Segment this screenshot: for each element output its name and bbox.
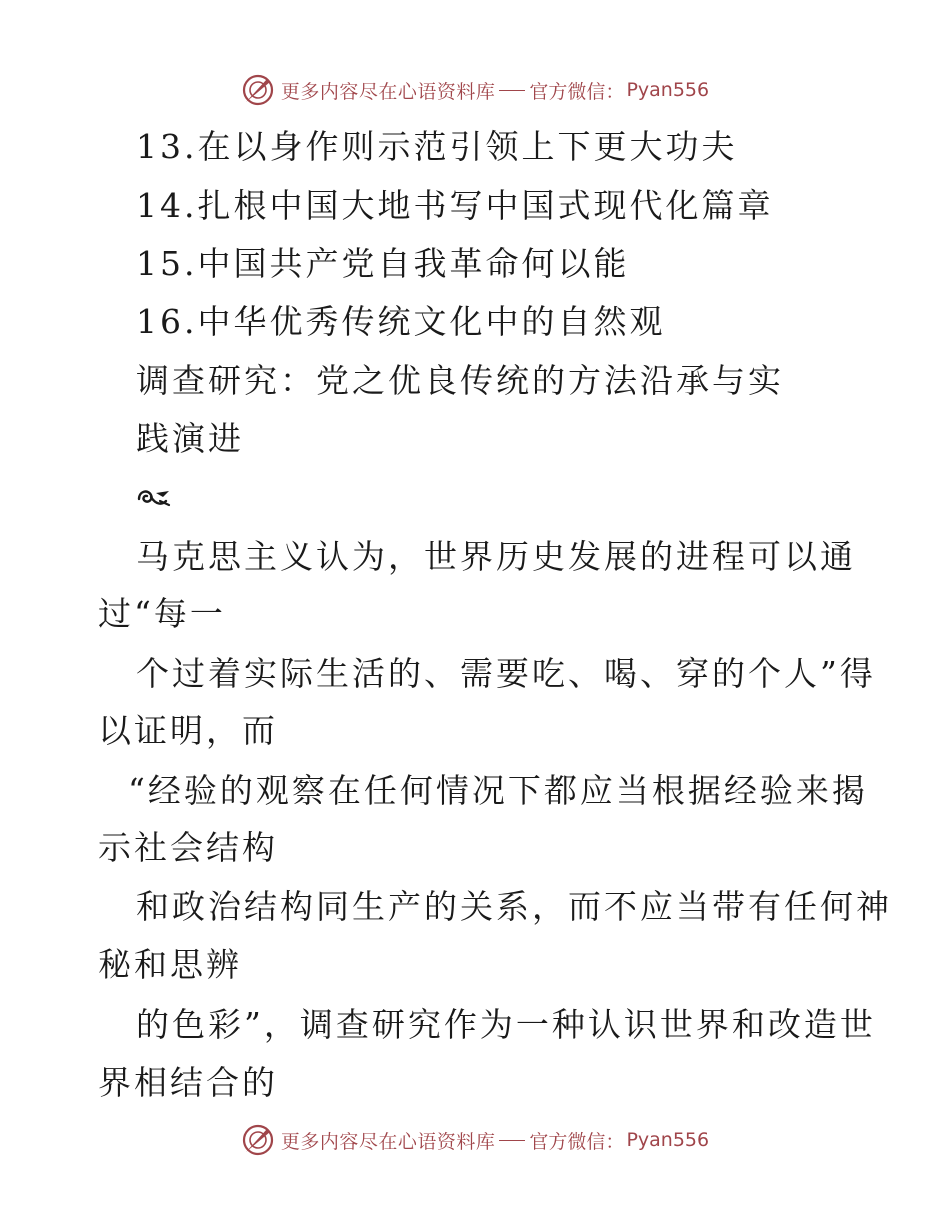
fleuron-icon bbox=[136, 485, 172, 511]
banner-wechat-label: 官方微信： bbox=[529, 80, 625, 103]
banner-site-text: 更多内容尽在心语资料库 bbox=[280, 1130, 496, 1153]
body-line: 和政治结构同生产的关系，而不应当带有任何神 bbox=[136, 887, 892, 926]
body-line: 个过着实际生活的、需要吃、喝、穿的个人”得 bbox=[136, 654, 876, 693]
body-line: 示社会结构 bbox=[98, 828, 278, 867]
toc-item-16: 16.中华优秀传统文化中的自然观 bbox=[136, 302, 666, 341]
article-title-line-2: 践演进 bbox=[136, 419, 244, 458]
body-line: 秘和思辨 bbox=[98, 945, 242, 984]
toc-item-14: 14.扎根中国大地书写中国式现代化篇章 bbox=[136, 186, 774, 225]
quill-logo-icon bbox=[241, 73, 275, 107]
banner-site-text: 更多内容尽在心语资料库 bbox=[280, 80, 496, 103]
toc-item-13: 13.在以身作则示范引领上下更大功夫 bbox=[136, 127, 738, 166]
body-line: 界相结合的 bbox=[98, 1063, 278, 1102]
body-line: 以证明，而 bbox=[98, 711, 278, 750]
footer-banner bbox=[0, 1120, 950, 1160]
article-title-line-1: 调查研究：党之优良传统的方法沿承与实 bbox=[136, 361, 784, 400]
body-line: 过“每一 bbox=[98, 594, 226, 633]
body-line: “经验的观察在任何情况下都应当根据经验来揭 bbox=[128, 771, 868, 810]
banner-dash bbox=[499, 1140, 525, 1141]
banner-wechat-label: 官方微信： bbox=[529, 1130, 625, 1153]
body-line: 的色彩”，调查研究作为一种认识世界和改造世 bbox=[136, 1005, 876, 1044]
body-line: 马克思主义认为，世界历史发展的进程可以通 bbox=[136, 537, 856, 576]
header-banner bbox=[0, 70, 950, 110]
banner-wechat-id: Pyan556 bbox=[626, 79, 710, 101]
toc-item-15: 15.中国共产党自我革命何以能 bbox=[136, 244, 630, 283]
banner-dash bbox=[499, 90, 525, 91]
quill-logo-icon bbox=[241, 1123, 275, 1157]
banner-wechat-id: Pyan556 bbox=[626, 1129, 710, 1151]
